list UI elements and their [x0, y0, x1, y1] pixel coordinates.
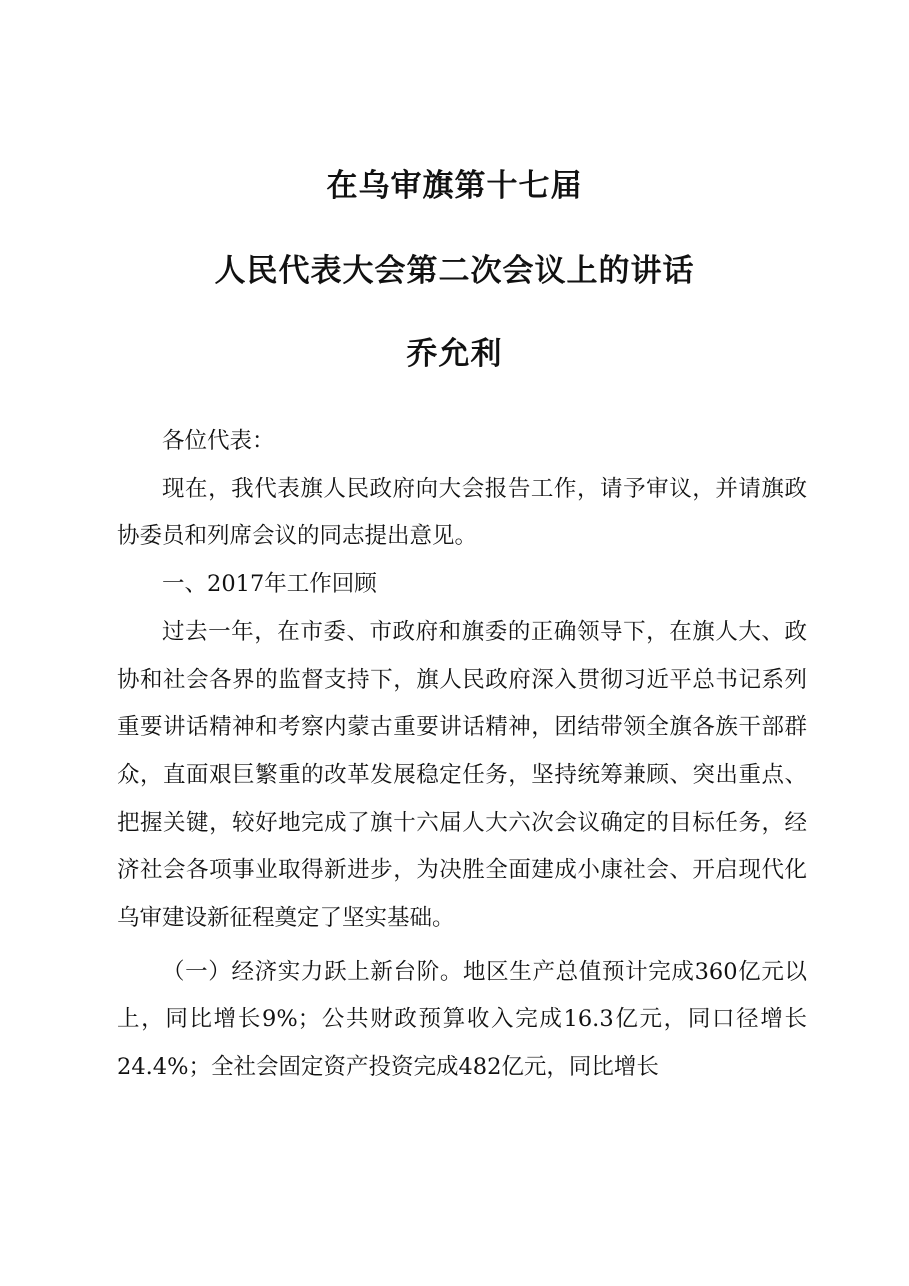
economy-paragraph: （一）经济实力跃上新台阶。地区生产总值预计完成360亿元以上，同比增长9%；公共财政预算收入完成16.3亿元，同口径增长24.4%；全社会固定资产投资完成482亿元，同比增长: [117, 958, 807, 1081]
document-author: 乔允利: [406, 336, 503, 372]
document-body: [117, 418, 807, 1092]
review-paragraph: 过去一年，在市委、市政府和旗委的正确领导下，在旗人大、政协和社会各界的监督支持下，旗人民政府深入贯彻习近平总书记系列重要讲话精神和考察内蒙古重要讲话精神，团结带领全旗各族干部群众，直面艰巨繁重的改革发展稳定任务，坚持统筹兼顾、突出重点、把握关键，较好地完成了旗十六届人大六次会议确定的目标任务，经济社会各项事业取得新进步，为决胜全面建成小康社会、开启现代化乌审建设新征程奠定了坚实基础。: [117, 618, 807, 932]
document-title-line-2: 人民代表大会第二次会议上的讲话: [214, 253, 695, 289]
section-heading: 一、2017年工作回顾: [162, 571, 377, 598]
intro-paragraph: 现在，我代表旗人民政府向大会报告工作，请予审议，并请旗政协委员和列席会议的同志提出意见。: [117, 475, 807, 550]
salutation: 各位代表：: [162, 428, 275, 454]
document-title-line-1: 在乌审旗第十七届: [326, 168, 583, 204]
